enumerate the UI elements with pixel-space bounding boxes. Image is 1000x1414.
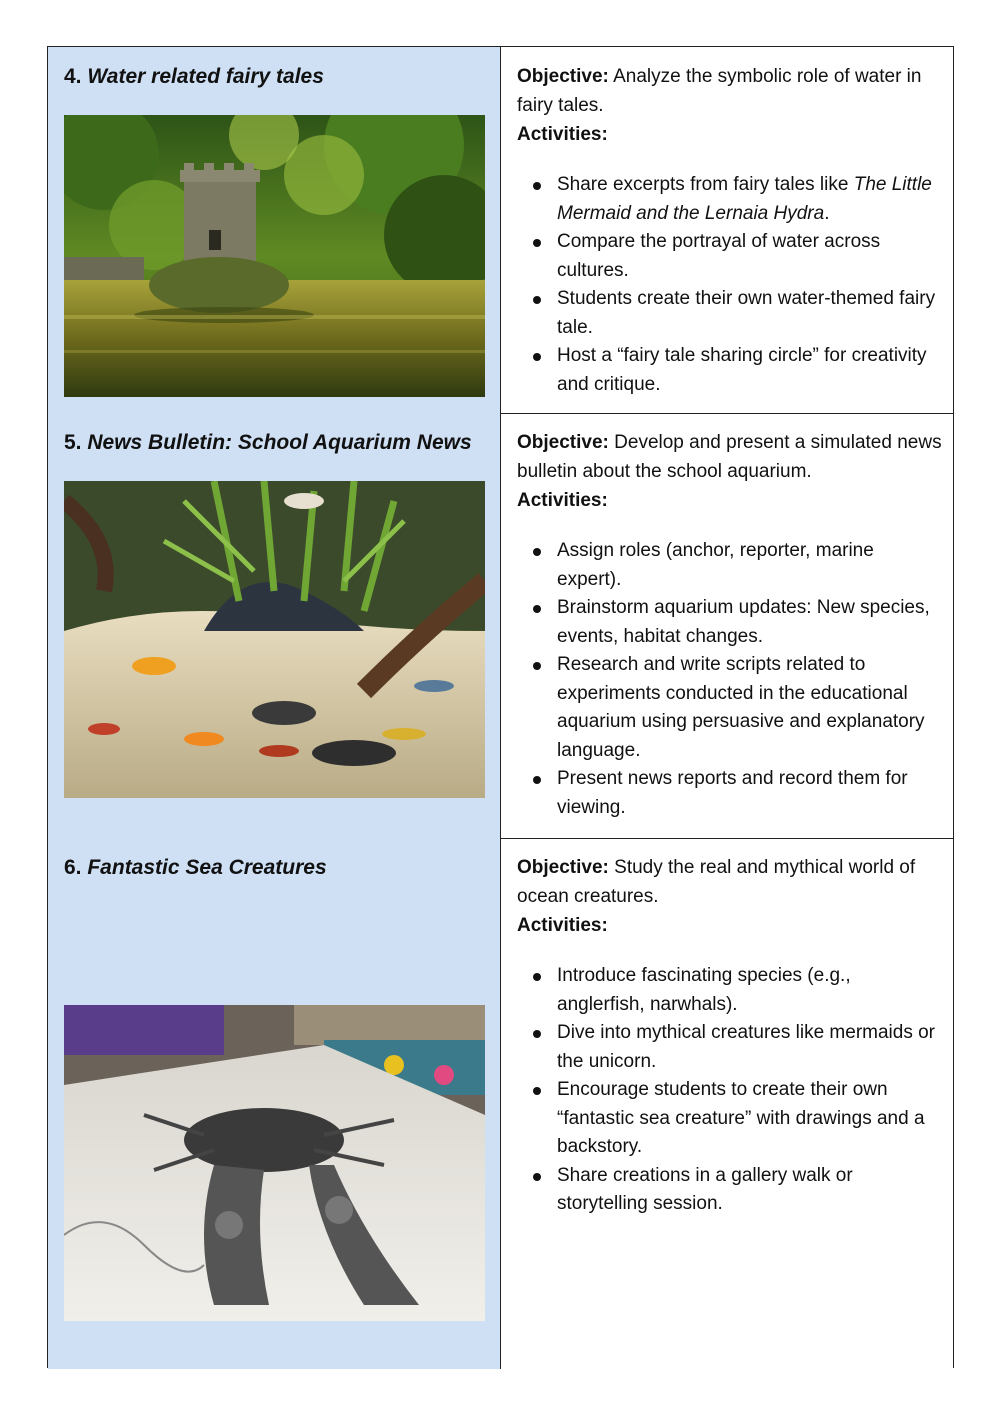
section-title: 5. News Bulletin: School Aquarium News <box>64 431 472 454</box>
list-item: Encourage students to create their own “fantastic sea creature” with drawings and a backstory. <box>517 1076 937 1162</box>
section-details-cell <box>501 413 953 838</box>
list-item: Introduce fascinating species (e.g., anglerfish, narwhals). <box>517 962 937 1019</box>
table-row <box>48 413 953 839</box>
list-item: Assign roles (anchor, reporter, marine expert). <box>517 537 937 594</box>
section-title-cell <box>48 413 501 838</box>
table-row <box>48 838 953 1369</box>
section-title-cell <box>48 838 501 1369</box>
aquarium-fish-photo <box>64 481 485 798</box>
table-row <box>48 47 953 414</box>
activities-heading: Activities: <box>517 915 608 936</box>
list-item: Students create their own water-themed fairy tale. <box>517 285 937 342</box>
list-item: Brainstorm aquarium updates: New species, events, habitat changes. <box>517 594 937 651</box>
list-item: Dive into mythical creatures like mermaids or the unicorn. <box>517 1019 937 1076</box>
list-item: Share excerpts from fairy tales like The Little Mermaid and the Lernaia Hydra. <box>517 171 937 228</box>
section-title: 6. Fantastic Sea Creatures <box>64 856 327 879</box>
activities-heading: Activities: <box>517 490 608 511</box>
objective: Objective: Develop and present a simulated news bulletin about the school aquarium. <box>517 432 942 482</box>
list-item: Research and write scripts related to experiments conducted in the educational aquarium using persuasive and explanatory language. <box>517 651 937 765</box>
lesson-table <box>47 46 954 1368</box>
activities-list <box>517 171 937 399</box>
activities-list <box>517 962 937 1219</box>
section-details-cell <box>501 838 953 1369</box>
section-details-cell <box>501 47 953 413</box>
crab-creature-drawing-photo <box>64 1005 485 1321</box>
list-item: Compare the portrayal of water across cultures. <box>517 228 937 285</box>
objective: Objective: Analyze the symbolic role of water in fairy tales. <box>517 66 922 116</box>
section-title: 4. Water related fairy tales <box>64 65 324 88</box>
activities-heading: Activities: <box>517 124 608 145</box>
list-item: Host a “fairy tale sharing circle” for creativity and critique. <box>517 342 937 399</box>
activities-list <box>517 537 937 822</box>
castle-tower-in-pond-photo <box>64 115 485 397</box>
objective: Objective: Study the real and mythical world of ocean creatures. <box>517 857 916 907</box>
list-item: Present news reports and record them for viewing. <box>517 765 937 822</box>
list-item: Share creations in a gallery walk or storytelling session. <box>517 1162 937 1219</box>
section-title-cell <box>48 47 501 413</box>
